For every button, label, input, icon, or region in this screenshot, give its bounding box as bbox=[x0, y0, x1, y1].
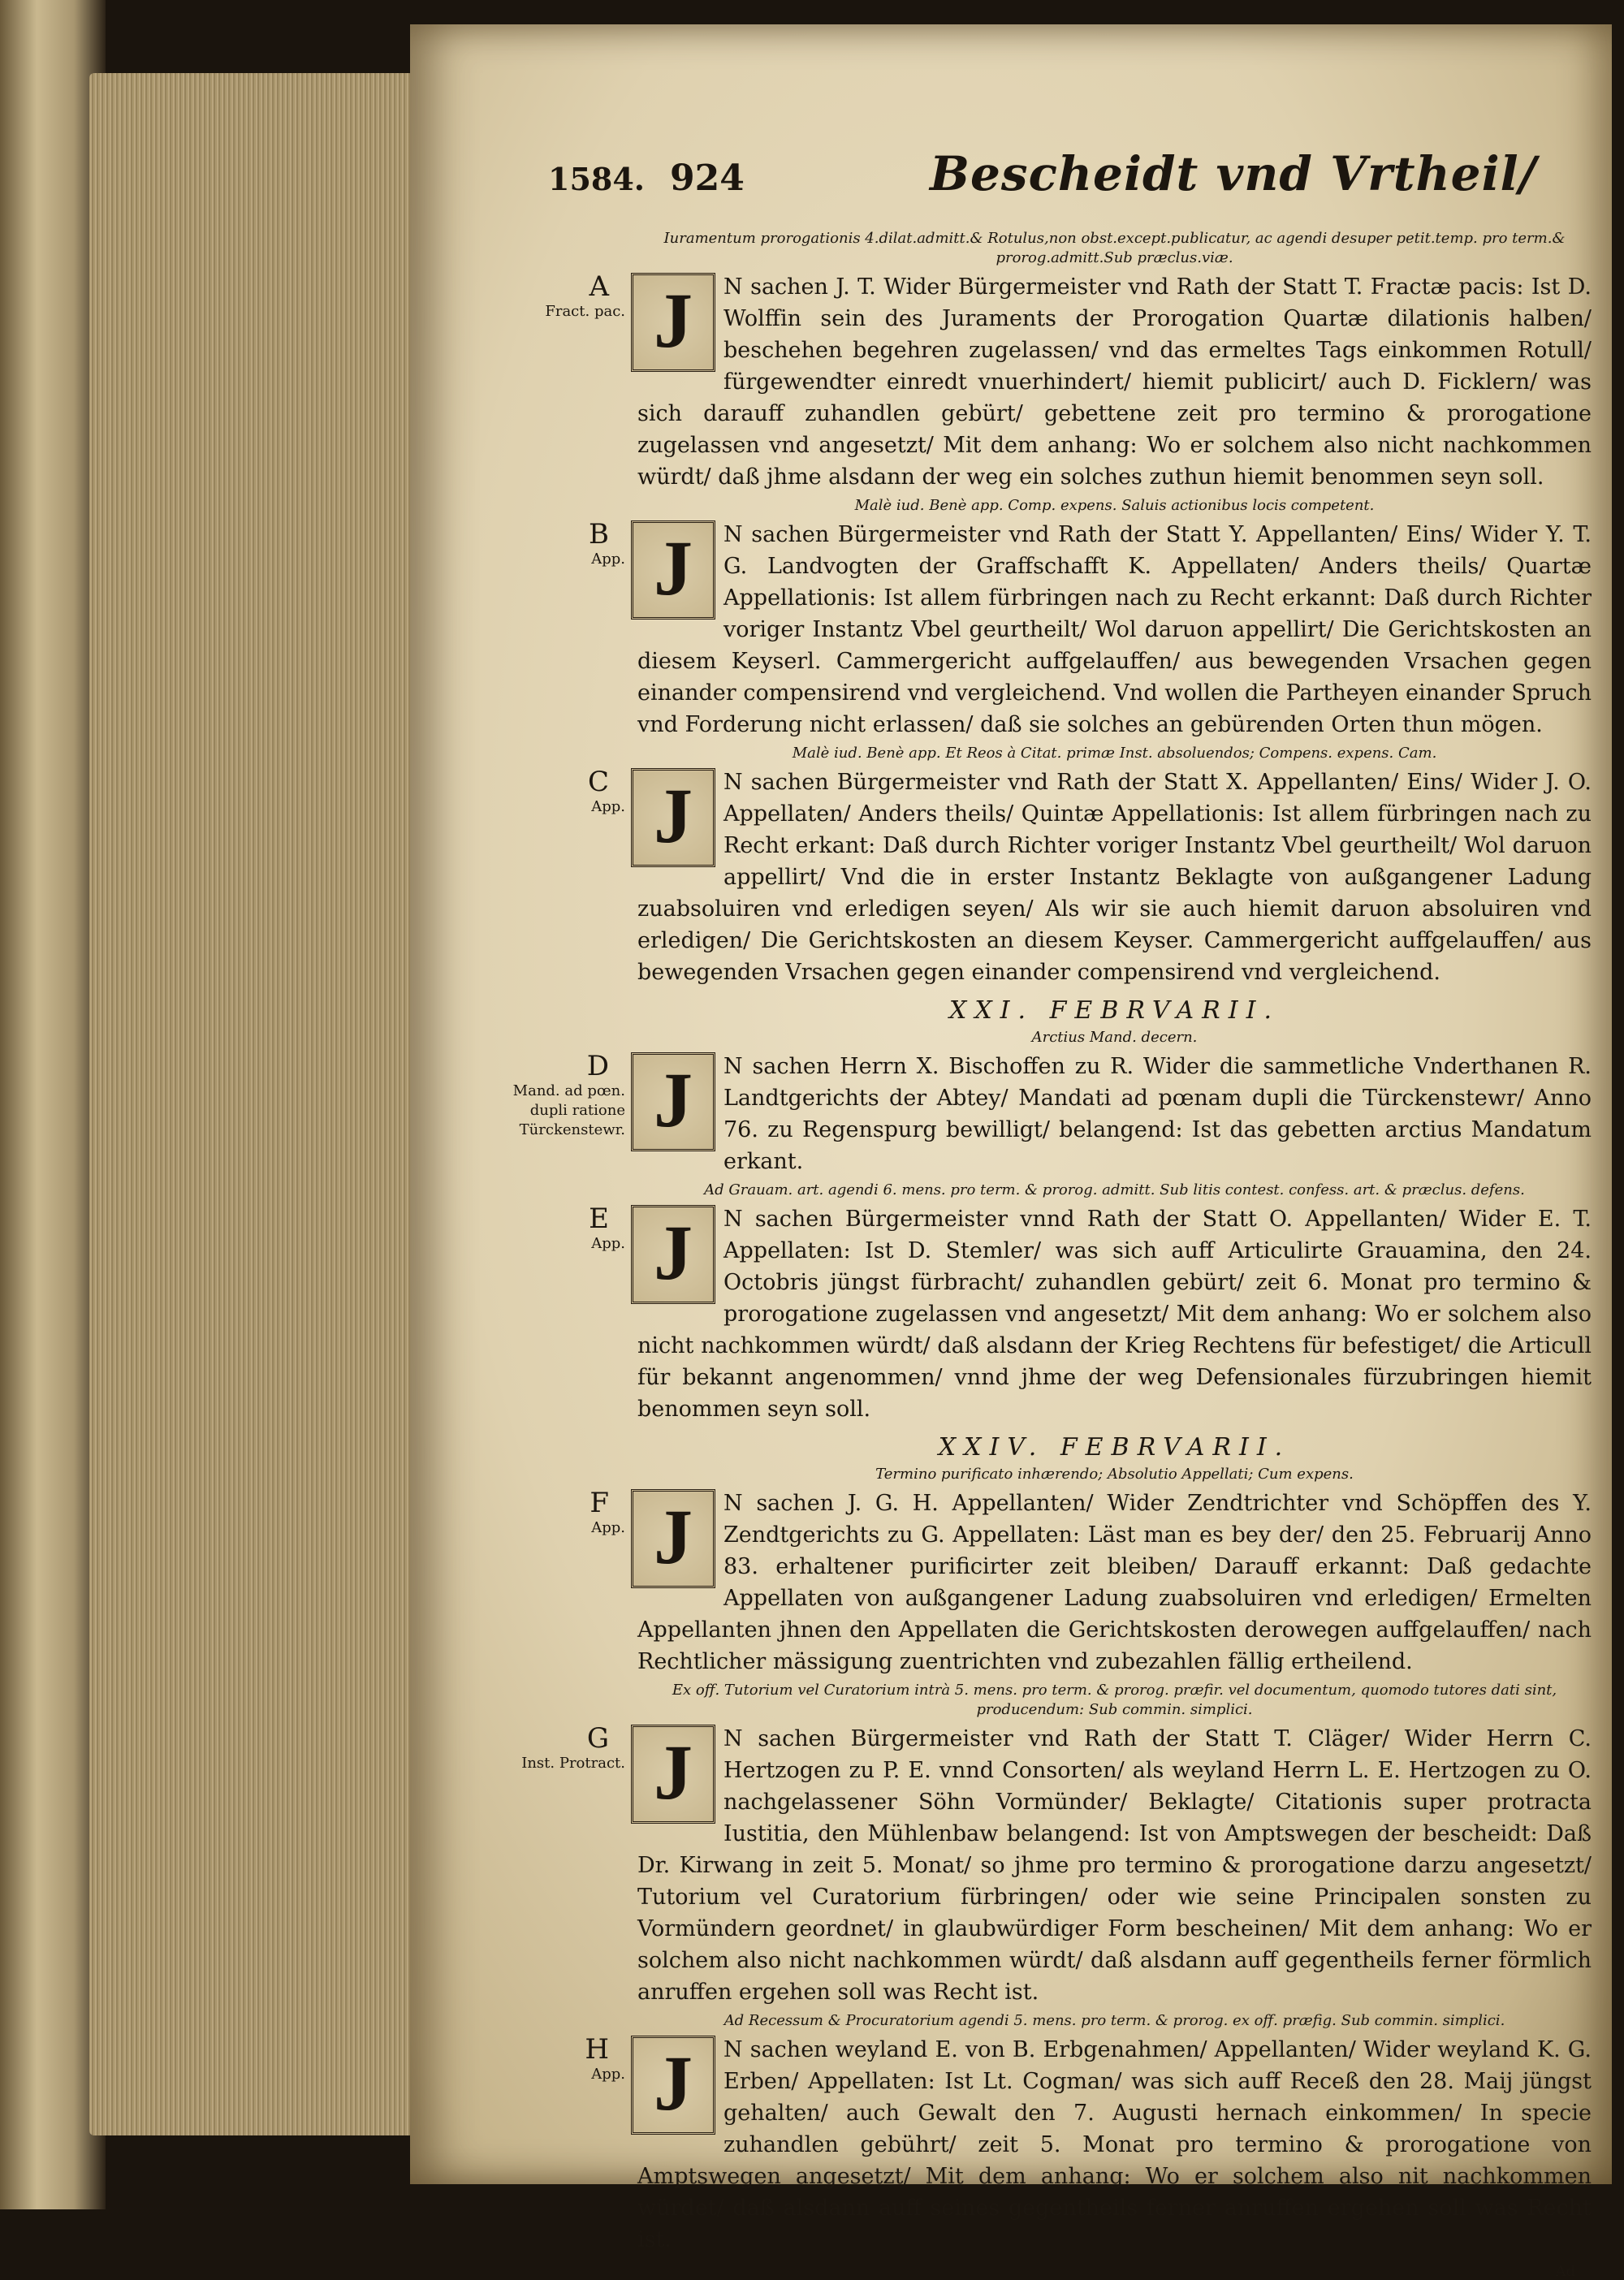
margin-note bbox=[491, 271, 625, 322]
date-heading: XXIV. FEBRVARII. bbox=[938, 1433, 1291, 1462]
margin-letter: F bbox=[590, 1487, 609, 1519]
margin-note bbox=[491, 519, 625, 569]
margin-letter: B bbox=[589, 518, 609, 551]
entry-a bbox=[545, 270, 1592, 516]
catchword: Ad bbox=[1555, 2263, 1575, 2280]
margin-letter: H bbox=[585, 2033, 609, 2066]
margin-letter: G bbox=[586, 1722, 609, 1755]
drop-cap: J bbox=[631, 1205, 715, 1304]
margin-note bbox=[491, 1203, 625, 1254]
margin-letter: C bbox=[587, 766, 609, 798]
summary-line: Ad Grauam. art. agendi 6. mens. pro term. & prorog. admitt. Sub litis contest. confess. art. & præclus. defens. bbox=[704, 1181, 1525, 1198]
entry-body: N sachen Bürgermeister vnnd Rath der Statt O. Appellanten/ Wider E. T. Appellaten: Ist D. Stemler/ was sich auff Articulirte Grauamina, den 24. Octobris jüngst fürbracht/ zuhandlen gebürt/ zeit 6. Monat pro termino & prorogatione zugelassen vnd angesetzt/ Mit dem anhang: Wo er solchem also nicht nachkommen würdt/ daß alsdann der Krieg Rechtens für befestiget/ die Articull für bekannt angenommen/ vnnd jhme der weg Defensionales fürzubringen hiemit benommen seyn soll. bbox=[637, 1207, 1592, 1422]
entry-h bbox=[585, 2033, 1592, 2280]
summary-line: Ad Recessum & Procuratorium agendi 5. mens. pro term. & prorog. ex off. præfig. Sub commin. simplici. bbox=[723, 2012, 1505, 2029]
entry-body: N sachen Bürgermeister vnd Rath der Statt X. Appellanten/ Eins/ Wider J. O. Appellaten/ Anders theils/ Quintæ Appellationis: Ist allem fürbringen nach zu Recht erkant: Daß durch Richter voriger Instantz Vbel geurtheilt/ Wol daruon appellirt/ Vnd die in erster Instantz Beklagte von außgangener Ladung zuabsoluiren vnd erledigen seyen/ Als wir sie auch hiemit daruon absoluiren vnd erledigen/ Die Gerichtskosten an diesem Keyser. Cammergericht auffgelauffen/ aus bewegenden Vrsachen gegen einander compensirend vnd vergleichend. bbox=[637, 770, 1592, 985]
entry-text bbox=[637, 766, 1592, 988]
page-title: Bescheidt vnd Vrtheil/ bbox=[930, 146, 1537, 201]
margin-note bbox=[491, 1488, 625, 1538]
entry-text bbox=[637, 1723, 1592, 2008]
entry-e bbox=[589, 1203, 1592, 1425]
margin-label: App. bbox=[591, 1519, 625, 1536]
summary-line: Malè iud. Benè app. Et Reos à Citat. primæ Inst. absoluendos; Compens. expens. Cam. bbox=[792, 745, 1437, 762]
margin-note bbox=[491, 766, 625, 817]
margin-letter: E bbox=[589, 1203, 609, 1235]
entry-text bbox=[637, 1051, 1592, 1177]
entry-body: N sachen J. T. Wider Bürgermeister vnd Rath der Statt T. Fractæ pacis: Ist D. Wolffin sein des Juraments der Prorogation Quartæ dilationis halben/ beschehen begehren zugelassen/ vnd das ermeltes Tags einkommen Rotull/ fürgewendter einredt vnuerhindert/ hiemit publicirt/ auch D. Ficklern/ was sich darauff zuhandlen gebürt/ gebettene zeit pro termino & prorogatione zugelassen vnd angesetzt/ Mit dem anhang: Wo er solchem also nicht nachkommen würdt/ daß jhme alsdann der weg ein solches zuthun hiemit benommen seyn soll. bbox=[637, 274, 1592, 490]
drop-cap: J bbox=[631, 1725, 715, 1824]
drop-cap: J bbox=[631, 1052, 715, 1151]
entry-text bbox=[637, 519, 1592, 741]
entry-body: N sachen J. G. H. Appellanten/ Wider Zendtrichter vnd Schöpffen des Y. Zendtgerichts zu G. Appellaten: Läst man es bey der/ den 25. Februarij Anno 83. erhaltener purificirter zeit bleiben/ Darauff erkannt: Daß gedachte Appellaten von außgangener Ladung zuabsoluiren vnd erledigen/ Ermelten Appellanten jhnen den Appellaten die Gerichtskosten derowegen auffgelauffen/ nach Rechtlicher mässigung zuentrichten vnd zubezahlen fällig ertheilend. bbox=[637, 1491, 1592, 1674]
summary-line: Termino purificato inhærendo; Absolutio Appellati; Cum expens. bbox=[875, 1466, 1354, 1483]
entry-f bbox=[590, 1487, 1592, 1720]
margin-note bbox=[491, 1051, 625, 1140]
entry-body: N sachen Bürgermeister vnd Rath der Statt Y. Appellanten/ Eins/ Wider Y. T. G. Landvogten der Graffschafft K. Appellaten/ Anders theils/ Quartæ Appellationis: Ist allem fürbringen nach zu Recht erkannt: Daß durch Richter voriger Instantz Vbel geurtheilt/ Wol daruon appellirt/ Die Gerichtskosten an diesem Keyserl. Cammergericht auffgelauffen/ aus bewegenden Vrsachen gegen einander compensirend vnd vergleichend. Vnd wollen die Partheyen einander Spruch vnd Forderung nicht erlassen/ daß sie solches an gebürenden Orten thun mögen. bbox=[637, 522, 1592, 737]
margin-label: App. bbox=[591, 798, 625, 815]
page-header bbox=[548, 146, 1587, 211]
drop-cap: J bbox=[631, 2036, 715, 2135]
entry-d bbox=[512, 1050, 1592, 1200]
drop-cap: J bbox=[631, 273, 715, 372]
margin-label: Mand. ad pœn. dupli ratione Türckenstewr. bbox=[512, 1082, 625, 1138]
summary-line: Ex off. Tutorium vel Curatorium intrà 5. mens. pro term. & prorog. præfir. vel documentum, quomodo tutores dati sint, producendum: Sub commin. simplici. bbox=[672, 1682, 1557, 1718]
drop-cap: J bbox=[631, 768, 715, 867]
summary-line: Iuramentum prorogationis 4.dilat.admitt.& Rotulus,non obst.except.publicatur, ac agendi desuper petit.temp. pro term.& prorog.admitt.Sub præclus.viæ. bbox=[663, 230, 1566, 266]
entry-body: N sachen Herrn X. Bischoffen zu R. Wider die sammetliche Vnderthanen R. Landtgerichts der Abtey/ Mandati ad pœnam dupli die Türckenstewr/ Anno 76. zu Regenspurg bewilligt/ belangend: Ist das gebetten arctius Mandatum erkant. bbox=[723, 1054, 1592, 1174]
entry-c bbox=[587, 766, 1592, 988]
margin-label: Fract. pac. bbox=[545, 303, 625, 320]
entry-body: N sachen Bürgermeister vnd Rath der Statt T. Cläger/ Wider Herrn C. Hertzogen zu P. E. vnnd Consorten/ als weyland Herrn L. E. Hertzogen zu O. nachgelassener Söhn Vormünder/ Beklagte/ Citationis super protracta Iustitia, den Mühlenbaw belangend: Ist von Amptswegen der bescheidt: Daß Dr. Kirwang in zeit 5. Monat/ so jhme pro termino & prorogatione darzu angesetzt/ Tutorium vel Curatorium fürbringen/ oder wie seine Principalen sonsten zu Vormündern geordnet/ in glaubwürdiger Form bescheinen/ Mit dem anhang: Wo er solchem also nicht nachkommen würdt/ daß alsdann auff gegentheils ferner förmlich anruffen ergehen soll was Recht ist. bbox=[637, 1726, 1592, 2005]
margin-note bbox=[491, 2034, 625, 2084]
entry-body: N sachen weyland E. von B. Erbgenahmen/ Appellanten/ Wider weyland K. G. Erben/ Appellaten: Ist Lt. Cogman/ was sich auff Receß den 28. Maij jüngst gehalten/ auch Gewalt den 7. Augusti hernach einkommen/ In specie zuhandlen gebührt/ zeit 5. Monat pro termino & prorogatione von Amptswegen angesetzt/ Mit dem anhang: Wo er solchem also nit nachkommen würdet/ daß alsdann auff seines gegentheils ferner anruffen ergehen soll was Recht ist. bbox=[637, 2037, 1592, 2252]
margin-label: Inst. Protract. bbox=[521, 1755, 625, 1772]
drop-cap: J bbox=[631, 520, 715, 620]
summary-line: Arctius Mand. decern. bbox=[1031, 1029, 1198, 1046]
drop-cap: J bbox=[631, 1489, 715, 1588]
entry-text bbox=[637, 1203, 1592, 1425]
page-content bbox=[512, 226, 1592, 2280]
entry-text bbox=[637, 1488, 1592, 1678]
document-page bbox=[410, 24, 1612, 2280]
date-heading: XXI. FEBRVARII. bbox=[948, 996, 1281, 1025]
entry-g bbox=[521, 1722, 1592, 2031]
summary-line: Malè iud. Benè app. Comp. expens. Saluis actionibus locis competent. bbox=[854, 497, 1375, 514]
margin-label: App. bbox=[591, 1235, 625, 1252]
page-edges bbox=[89, 73, 414, 2135]
margin-label: App. bbox=[591, 2066, 625, 2083]
margin-letter: A bbox=[589, 270, 609, 303]
page-number: 924 bbox=[670, 158, 745, 199]
margin-note bbox=[491, 1723, 625, 1773]
entry-text bbox=[637, 271, 1592, 493]
header-year: 1584. bbox=[548, 161, 645, 197]
margin-label: App. bbox=[591, 551, 625, 568]
entry-text bbox=[637, 2034, 1592, 2256]
margin-letter: D bbox=[586, 1050, 609, 1082]
entry-b bbox=[589, 518, 1592, 763]
